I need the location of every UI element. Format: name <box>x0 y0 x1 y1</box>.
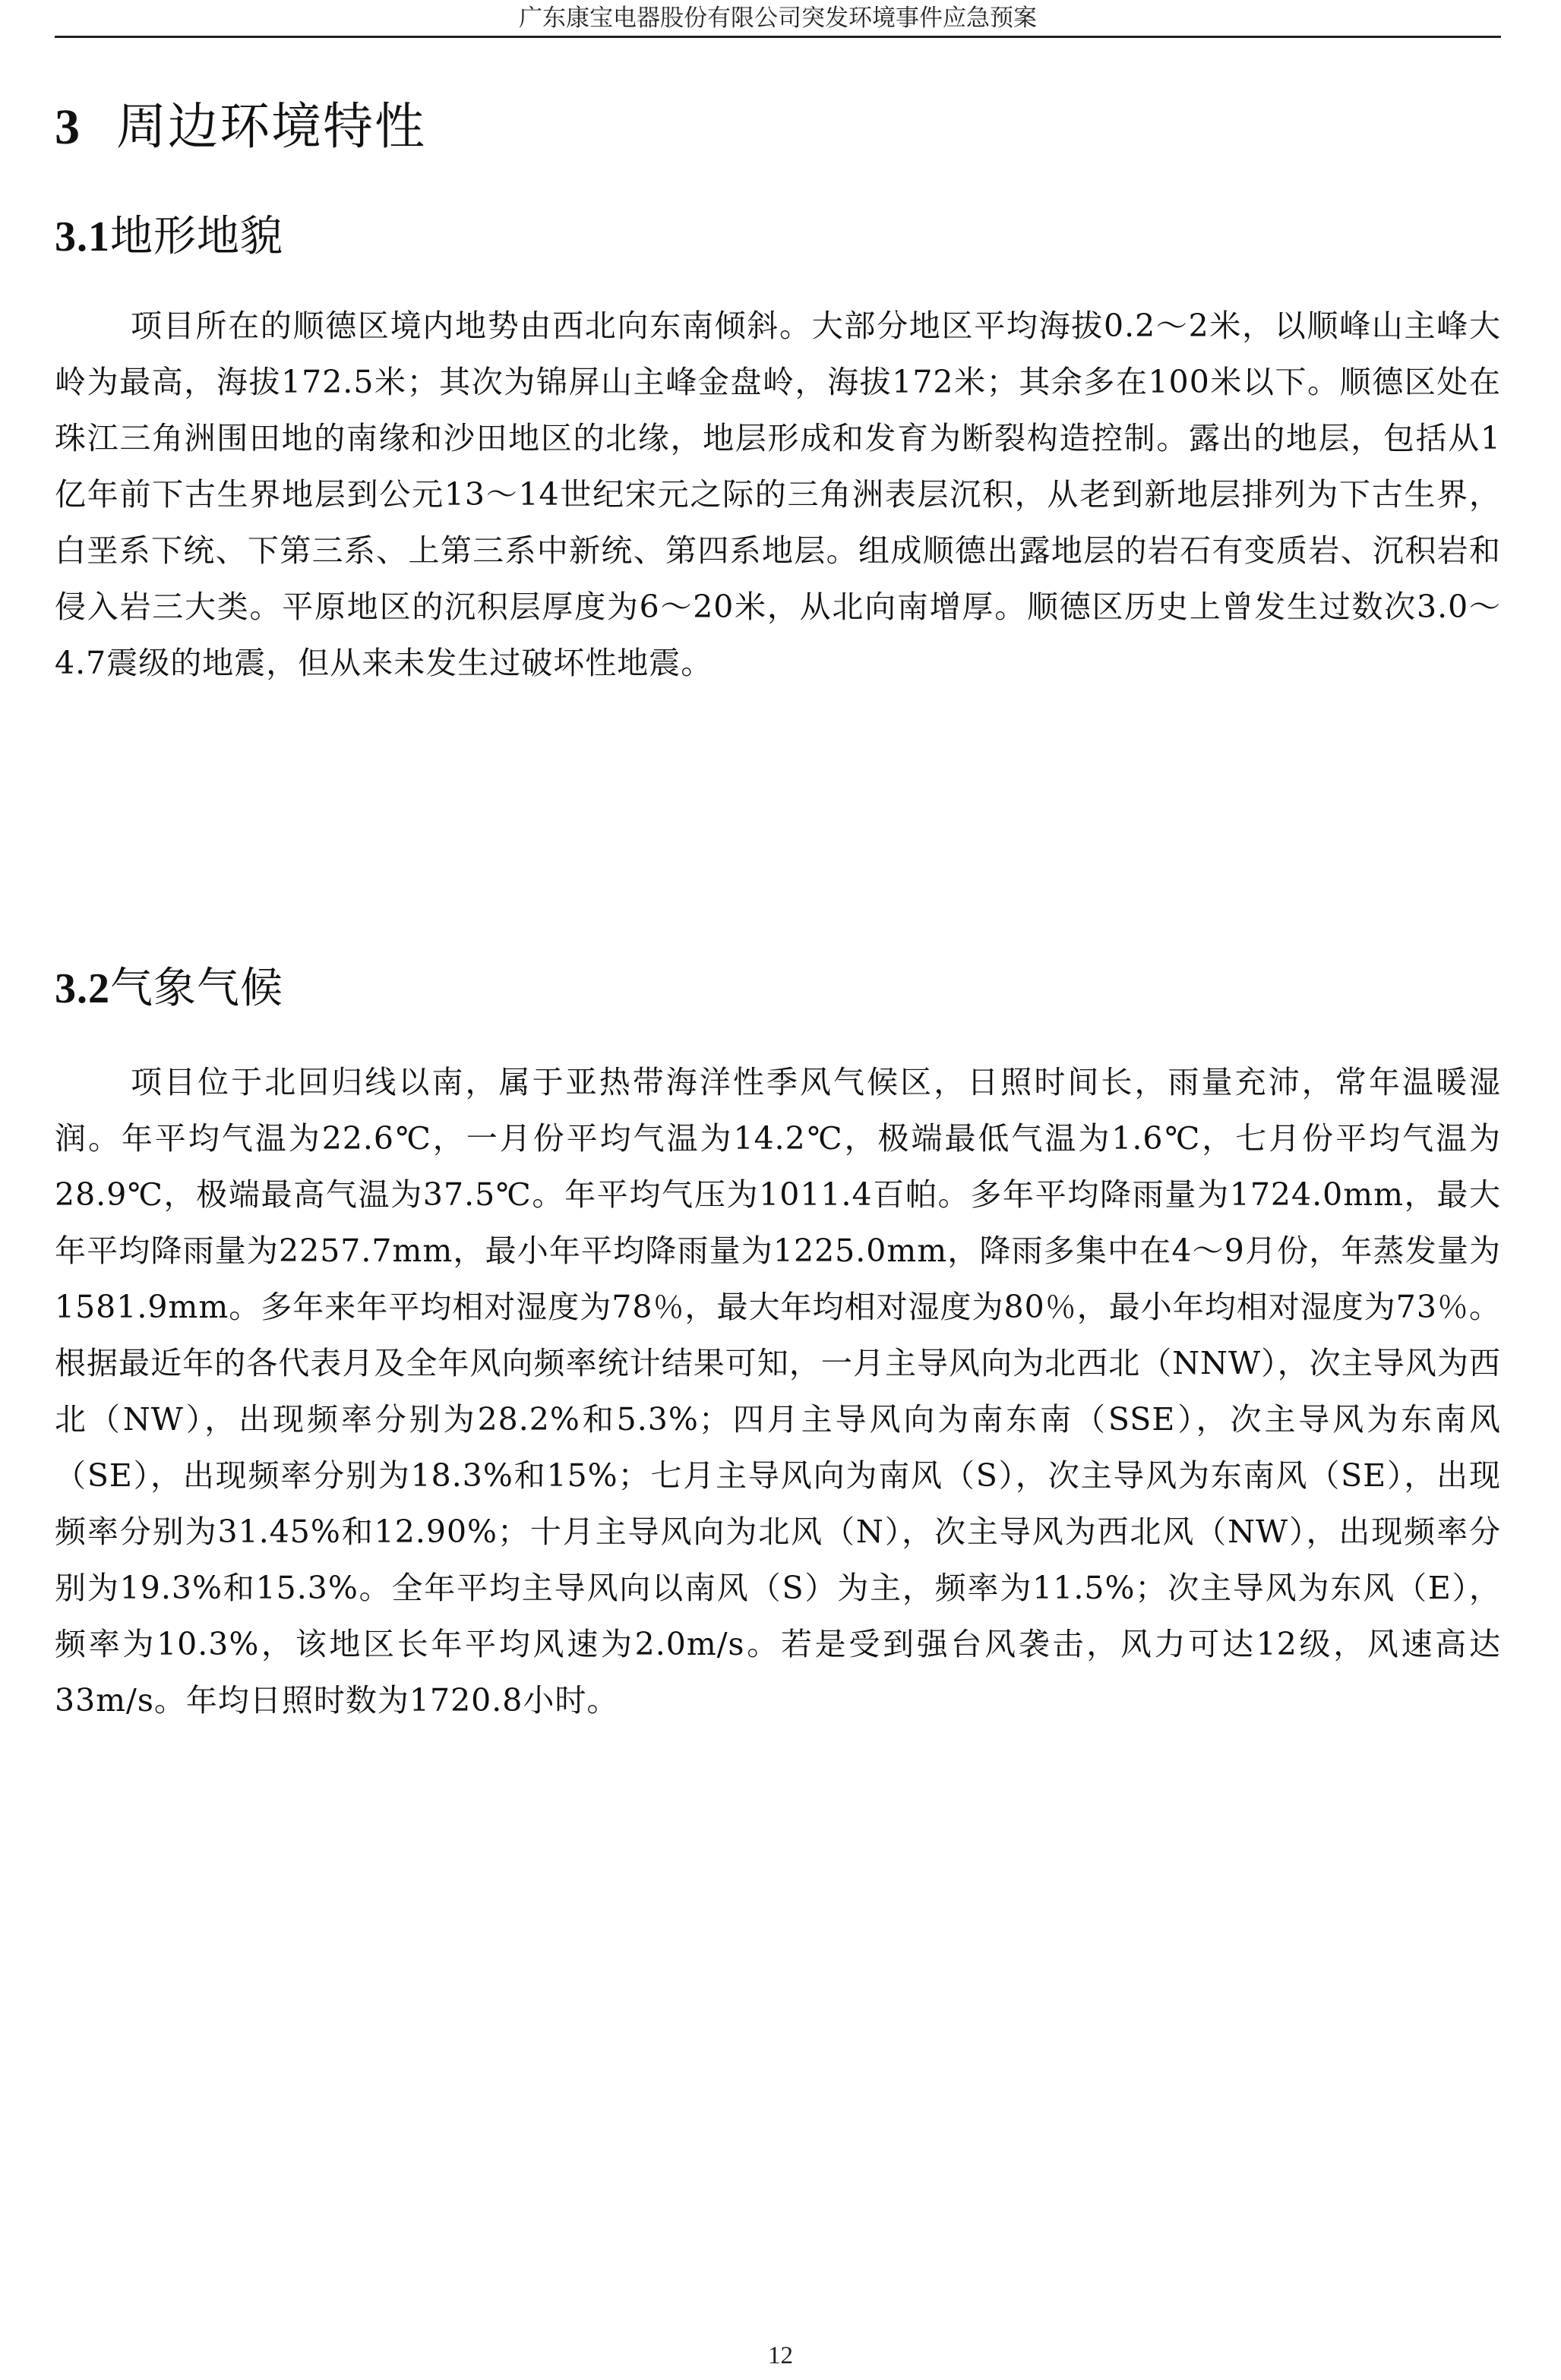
section-heading <box>55 93 426 162</box>
section-number: 3 <box>55 99 81 155</box>
header-divider <box>55 36 1501 38</box>
subsection-number: 3.2 <box>55 965 110 1012</box>
terrain-paragraph: 项目所在的顺德区境内地势由西北向东南倾斜。大部分地区平均海拔0.2～2米，以顺峰山主峰大岭为最高，海拔172.5米；其次为锦屏山主峰金盘岭，海拔172米；其余多在100米以下。顺德区处在珠江三角洲围田地的南缘和沙田地区的北缘，地层形成和发育为断裂构造控制。露出的地层，包括从1亿年前下古生界地层到公元13～14世纪宋元之际的三角洲表层沉积，从老到新地层排列为下古生界，白垩系下统、下第三系、上第三系中新统、第四系地层。组成顺德出露地层的岩石有变质岩、沉积岩和侵入岩三大类。平原地区的沉积层厚度为6～20米，从北向南增厚。顺德区历史上曾发生过数次3.0～4.7震级的地震，但从来未发生过破坏性地震。 <box>55 308 1501 681</box>
subsection-title: 气象气候 <box>110 964 283 1013</box>
running-header: 广东康宝电器股份有限公司突发环境事件应急预案 <box>519 5 1037 32</box>
subsection-heading-climate <box>55 958 283 1019</box>
subsection-number: 3.1 <box>55 213 110 260</box>
section-title: 周边环境特性 <box>116 97 426 156</box>
page-number: 12 <box>768 2342 793 2369</box>
climate-paragraph: 项目位于北回归线以南，属于亚热带海洋性季风气候区，日照时间长，雨量充沛，常年温暖湿润。年平均气温为22.6℃，一月份平均气温为14.2℃，极端最低气温为1.6℃，七月份平均气温为28.9℃，极端最高气温为37.5℃。年平均气压为1011.4百帕。多年平均降雨量为1724.0mm，最大年平均降雨量为2257.7mm，最小年平均降雨量为1225.0mm，降雨多集中在4～9月份，年蒸发量为1581.9mm。多年来年平均相对湿度为78％，最大年均相对湿度为80％，最小年均相对湿度为73％。根据最近年的各代表月及全年风向频率统计结果可知，一月主导风向为北西北（NNW），次主导风为西北（NW），出现频率分别为28.2%和5.3%；四月主导风向为南东南（SSE），次主导风为东南风（SE），出现频率分别为18.3%和15%；七月主导风向为南风（S），次主导风为东南风（SE），出现频率分别为31.45%和12.90%；十月主导风向为北风（N），次主导风为西北风（NW），出现频率分别为19.3%和15.3%。全年平均主导风向以南风（S）为主，频率为11.5%；次主导风为东风（E），频率为10.3%，该地区长年平均风速为2.0m/s。若是受到强台风袭击，风力可达12级，风速高达33m/s。年均日照时数为1720.8小时。 <box>55 1064 1501 1719</box>
subsection-heading-terrain <box>55 207 283 267</box>
subsection-title: 地形地貌 <box>110 212 283 261</box>
